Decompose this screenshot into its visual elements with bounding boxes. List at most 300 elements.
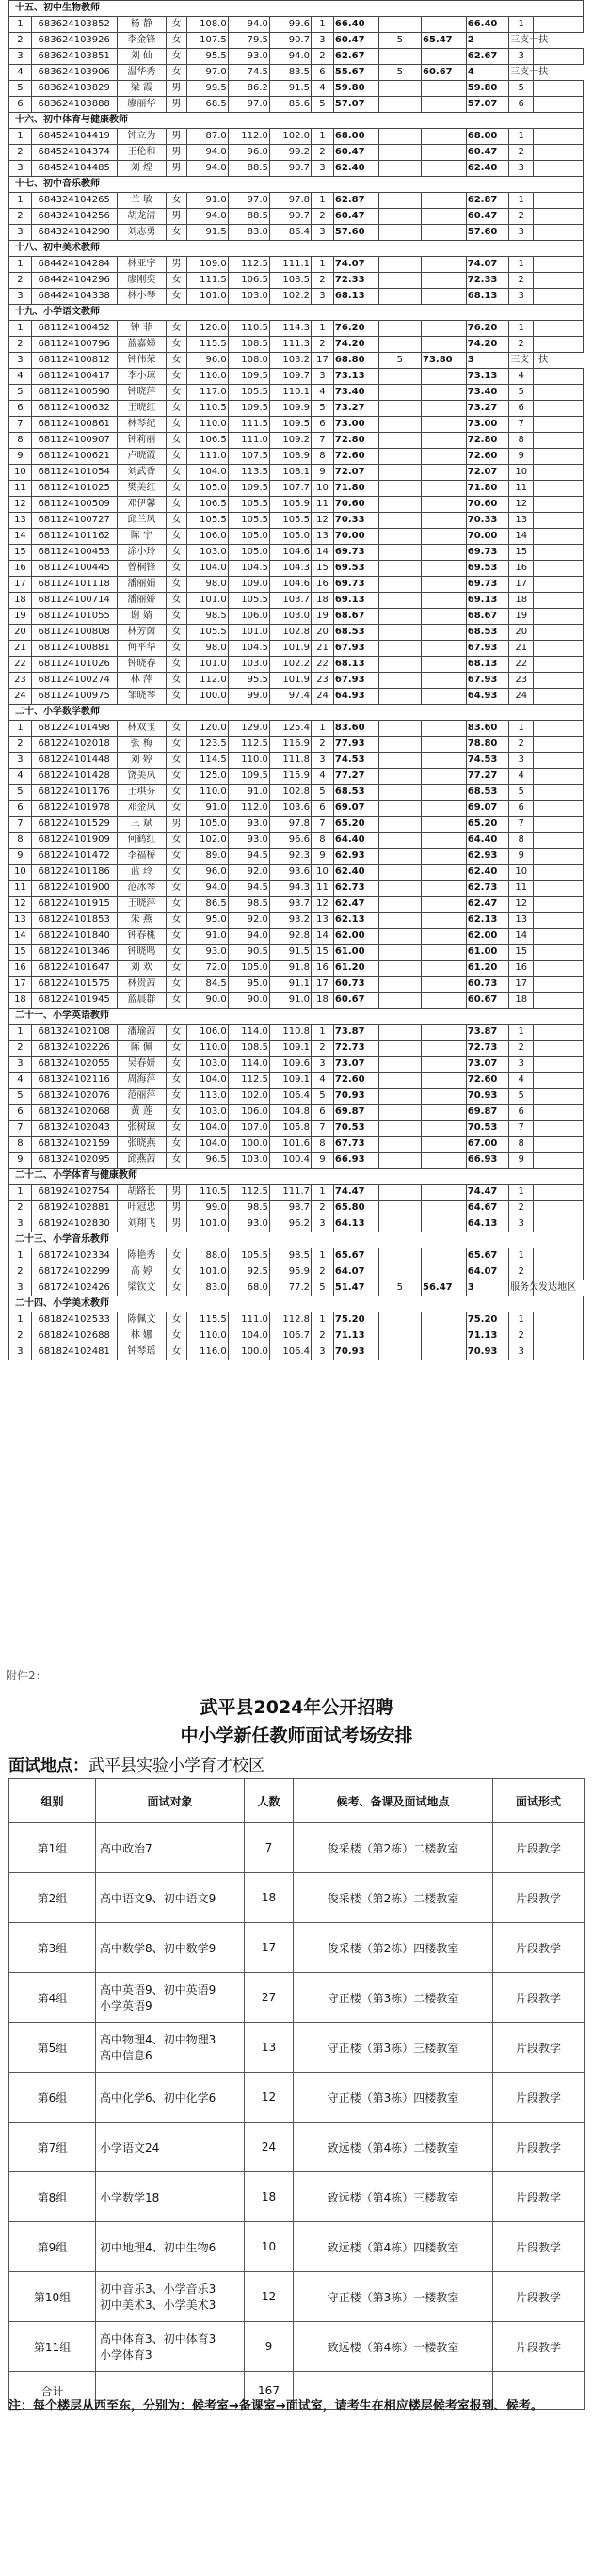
table-cell: 94.5 [228, 849, 269, 865]
arrangement-row [9, 1923, 585, 1973]
table-cell: 59.80 [466, 81, 508, 97]
table-cell: 女 [167, 1264, 186, 1280]
table-cell [422, 481, 467, 497]
table-cell [534, 945, 584, 961]
table-cell: 12 [312, 513, 334, 529]
location-value: 武平县实验小学育才校区 [88, 1757, 264, 1775]
table-cell: 7 [9, 417, 32, 433]
table-cell: 21 [9, 641, 32, 657]
table-cell: 55.67 [333, 65, 378, 81]
table-cell: 林双玉 [117, 721, 167, 737]
table-cell: 11 [9, 481, 32, 497]
table-cell [534, 289, 584, 305]
table-cell: 女 [167, 721, 186, 737]
table-row [9, 369, 584, 385]
table-cell: 101.0 [186, 1216, 228, 1232]
table-cell: 女 [167, 1089, 186, 1105]
table-cell: 72.60 [333, 1073, 378, 1089]
table-row [9, 673, 584, 689]
table-cell [422, 1153, 467, 1169]
table-cell: 11 [509, 481, 534, 497]
table-cell: 男 [167, 257, 186, 273]
table-cell [378, 977, 421, 993]
table-cell: 范丽萍 [117, 1089, 167, 1105]
table-cell: 周海萍 [117, 1073, 167, 1089]
table-cell: 109.9 [269, 401, 311, 417]
table-cell: 1 [509, 1312, 534, 1328]
table-cell [378, 145, 421, 161]
table-cell: 2 [312, 1328, 334, 1344]
arrangement-cell: 第11组 [9, 2322, 96, 2372]
table-cell: 70.00 [466, 529, 508, 545]
table-cell [378, 433, 421, 449]
table-cell [422, 1073, 467, 1089]
table-cell: 70.93 [333, 1089, 378, 1105]
section-title: 十八、初中美术教师 [9, 241, 584, 257]
table-cell: 73.13 [466, 369, 508, 385]
arrangement-row [9, 2123, 585, 2172]
table-cell: 69.73 [333, 577, 378, 593]
table-cell: 110.5 [186, 1185, 228, 1201]
table-cell: 110.5 [186, 401, 228, 417]
table-cell: 681324102068 [31, 1105, 117, 1121]
table-cell: 91.5 [186, 225, 228, 241]
arrangement-cell: 初中音乐3、小学音乐3 初中美术3、小学美术3 [96, 2272, 245, 2322]
table-cell: 20 [312, 625, 334, 641]
table-cell: 681224101915 [31, 897, 117, 913]
table-cell: 112.8 [269, 1312, 311, 1328]
table-cell: 2 [9, 1041, 32, 1057]
table-cell: 68.67 [466, 609, 508, 625]
table-cell: 2 [312, 1201, 334, 1216]
table-cell: 62.73 [333, 881, 378, 897]
table-cell [534, 17, 584, 33]
table-row [9, 577, 584, 593]
table-cell [422, 1328, 467, 1344]
table-cell [422, 593, 467, 609]
table-cell: 女 [167, 849, 186, 865]
table-cell: 女 [167, 1025, 186, 1041]
table-cell: 56.47 [422, 1280, 467, 1296]
table-cell: 681224101575 [31, 977, 117, 993]
table-cell: 70.60 [333, 497, 378, 513]
table-cell: 123.5 [186, 737, 228, 753]
table-cell: 125.0 [186, 769, 228, 785]
table-cell [534, 337, 584, 353]
table-cell [534, 1264, 584, 1280]
table-row [9, 721, 584, 737]
table-cell: 101.9 [269, 641, 311, 657]
table-cell [378, 97, 421, 113]
table-row [9, 1121, 584, 1137]
table-cell: 1 [312, 321, 334, 337]
table-cell: 109.5 [228, 769, 269, 785]
table-cell: 2 [509, 337, 534, 353]
table-cell [422, 913, 467, 929]
table-cell: 3 [312, 1057, 334, 1073]
table-cell [378, 1216, 421, 1232]
table-cell: 62.47 [333, 897, 378, 913]
table-row [9, 97, 584, 113]
table-cell: 103.0 [228, 657, 269, 673]
table-row [9, 481, 584, 497]
table-cell: 103.0 [186, 1105, 228, 1121]
table-cell: 88.5 [228, 161, 269, 177]
table-cell: 男 [167, 81, 186, 97]
table-cell: 曾桐锋 [117, 561, 167, 577]
table-cell: 女 [167, 737, 186, 753]
arrangement-cell: 9 [245, 2322, 294, 2372]
table-cell: 3 [9, 353, 32, 369]
arrangement-cell: 27 [245, 1973, 294, 2023]
table-cell: 60.73 [466, 977, 508, 993]
table-cell [422, 737, 467, 753]
table-row [9, 433, 584, 449]
table-cell: 111.5 [186, 273, 228, 289]
table-cell: 681324102043 [31, 1121, 117, 1137]
table-cell: 681224101346 [31, 945, 117, 961]
table-cell [534, 833, 584, 849]
table-cell [422, 977, 467, 993]
table-row [9, 161, 584, 177]
table-cell: 85.6 [269, 97, 311, 113]
header-cell: 候考、备课及面试地点 [294, 1779, 493, 1823]
table-cell [534, 753, 584, 769]
table-cell: 王晓红 [117, 401, 167, 417]
table-cell [534, 769, 584, 785]
table-cell: 11 [312, 881, 334, 897]
table-row [9, 145, 584, 161]
table-cell: 1 [509, 1025, 534, 1041]
table-cell: 684424104338 [31, 289, 117, 305]
table-cell [378, 961, 421, 977]
table-cell [422, 513, 467, 529]
table-cell [378, 801, 421, 817]
table-cell: 8 [312, 449, 334, 465]
table-cell: 24 [9, 689, 32, 705]
table-cell: 110.8 [269, 1025, 311, 1041]
table-cell: 廖刚奕 [117, 273, 167, 289]
table-cell: 女 [167, 385, 186, 401]
table-cell: 1 [9, 321, 32, 337]
table-cell: 1 [312, 129, 334, 145]
table-cell: 12 [509, 497, 534, 513]
table-cell: 王伦和 [117, 145, 167, 161]
table-cell: 73.00 [333, 417, 378, 433]
table-cell: 60.47 [466, 145, 508, 161]
table-cell: 116.9 [269, 737, 311, 753]
arrangement-cell: 18 [245, 2172, 294, 2222]
arrangement-cell: 第8组 [9, 2172, 96, 2222]
table-cell: 3 [312, 1344, 334, 1360]
table-cell: 蓝 玲 [117, 865, 167, 881]
section-header-row [9, 1, 584, 17]
table-cell [378, 225, 421, 241]
table-cell [378, 193, 421, 209]
table-cell: 113.0 [186, 1089, 228, 1105]
table-cell: 93.0 [186, 945, 228, 961]
table-cell [378, 785, 421, 801]
table-cell [422, 769, 467, 785]
table-cell: 62.40 [466, 865, 508, 881]
table-cell: 1 [9, 257, 32, 273]
table-cell: 女 [167, 865, 186, 881]
table-cell: 91.0 [186, 929, 228, 945]
table-cell: 65.80 [333, 1201, 378, 1216]
table-cell: 4 [312, 81, 334, 97]
table-cell [378, 289, 421, 305]
table-cell [534, 913, 584, 929]
table-cell: 83.60 [466, 721, 508, 737]
arrangement-cell: 24 [245, 2123, 294, 2172]
table-cell: 110.5 [228, 321, 269, 337]
table-cell [534, 193, 584, 209]
table-cell: 2 [9, 273, 32, 289]
table-cell [422, 897, 467, 913]
table-row [9, 1248, 584, 1264]
table-cell: 108.9 [269, 449, 311, 465]
table-cell: 女 [167, 481, 186, 497]
table-cell [534, 481, 584, 497]
table-cell: 女 [167, 33, 186, 49]
table-cell: 胡龙清 [117, 209, 167, 225]
table-cell: 24 [312, 689, 334, 705]
table-cell: 1 [509, 193, 534, 209]
table-cell: 102.0 [186, 833, 228, 849]
table-cell: 5 [509, 385, 534, 401]
table-cell: 100.0 [228, 1344, 269, 1360]
table-cell: 96.0 [186, 353, 228, 369]
table-row [9, 961, 584, 977]
table-cell: 6 [509, 401, 534, 417]
table-cell [422, 1089, 467, 1105]
table-cell [534, 1121, 584, 1137]
table-cell: 681924102754 [31, 1185, 117, 1201]
table-cell [534, 609, 584, 625]
table-cell: 兰 敏 [117, 193, 167, 209]
table-cell: 65.67 [466, 1248, 508, 1264]
section-header-row [9, 1296, 584, 1312]
table-cell: 70.33 [466, 513, 508, 529]
table-cell [422, 801, 467, 817]
table-cell: 1 [312, 17, 334, 33]
table-cell: 8 [312, 833, 334, 849]
table-cell: 68.53 [333, 625, 378, 641]
table-cell: 108.1 [269, 465, 311, 481]
table-cell: 刘 婷 [117, 753, 167, 769]
table-cell: 邱燕茜 [117, 1153, 167, 1169]
table-cell: 75.20 [333, 1312, 378, 1328]
table-cell: 95.0 [186, 913, 228, 929]
arrangement-cell: 17 [245, 1923, 294, 1973]
table-cell: 102.2 [269, 289, 311, 305]
table-cell: 女 [167, 753, 186, 769]
total-label: 合计 [9, 2372, 96, 2410]
table-cell: 105.5 [228, 497, 269, 513]
table-cell [422, 561, 467, 577]
table-cell [534, 1328, 584, 1344]
table-cell [378, 929, 421, 945]
arrangement-row [9, 1873, 585, 1923]
table-cell: 2 [509, 209, 534, 225]
table-cell [422, 465, 467, 481]
table-cell: 5 [378, 65, 421, 81]
table-cell: 681224102018 [31, 737, 117, 753]
table-cell: 蓝晨群 [117, 993, 167, 1009]
table-cell: 106.0 [228, 609, 269, 625]
table-cell [378, 1264, 421, 1280]
table-cell: 106.0 [228, 1105, 269, 1121]
table-cell: 13 [509, 513, 534, 529]
section-header-row [9, 113, 584, 129]
table-cell: 7 [312, 817, 334, 833]
table-cell: 4 [9, 1073, 32, 1089]
table-cell: 1 [509, 1185, 534, 1201]
table-cell: 钟 菲 [117, 321, 167, 337]
table-row [9, 561, 584, 577]
table-cell: 女 [167, 1121, 186, 1137]
table-cell: 62.40 [333, 161, 378, 177]
table-cell: 60.47 [466, 209, 508, 225]
table-cell: 111.0 [228, 433, 269, 449]
table-cell: 101.6 [269, 1137, 311, 1153]
table-cell: 68.00 [466, 129, 508, 145]
table-cell: 94.0 [186, 145, 228, 161]
table-cell: 94.0 [228, 929, 269, 945]
table-cell: 何鹤红 [117, 833, 167, 849]
table-cell: 92.0 [228, 913, 269, 929]
table-cell [534, 577, 584, 593]
table-cell: 684524104374 [31, 145, 117, 161]
table-cell [534, 161, 584, 177]
arrangement-cell: 守正楼（第3栋）二楼教室 [294, 1973, 493, 2023]
table-cell: 68.67 [333, 609, 378, 625]
table-cell: 107.5 [228, 449, 269, 465]
table-cell: 105.0 [228, 545, 269, 561]
table-cell: 3 [509, 225, 534, 241]
table-cell: 681324102055 [31, 1057, 117, 1073]
table-cell: 62.93 [466, 849, 508, 865]
table-row [9, 417, 584, 433]
table-cell: 高 婷 [117, 1264, 167, 1280]
table-cell: 69.87 [333, 1105, 378, 1121]
table-cell: 16 [9, 961, 32, 977]
table-cell [378, 449, 421, 465]
table-cell: 13 [312, 529, 334, 545]
table-cell [534, 433, 584, 449]
table-cell: 105.5 [228, 593, 269, 609]
table-cell [378, 593, 421, 609]
table-cell: 70.93 [333, 1344, 378, 1360]
arrangement-cell: 小学语文24 [96, 2123, 245, 2172]
table-cell: 106.5 [228, 273, 269, 289]
table-cell [378, 833, 421, 849]
table-cell: 96.2 [269, 1216, 311, 1232]
table-cell: 8 [9, 433, 32, 449]
arrangement-cell: 片段教学 [493, 1873, 585, 1923]
table-cell: 681124100453 [31, 545, 117, 561]
table-cell: 女 [167, 1280, 186, 1296]
table-cell: 69.13 [333, 593, 378, 609]
table-cell: 2 [9, 1328, 32, 1344]
table-cell: 1 [9, 17, 32, 33]
table-cell: 14 [312, 545, 334, 561]
table-cell: 92.0 [228, 865, 269, 881]
table-cell: 71.13 [466, 1328, 508, 1344]
table-cell: 61.00 [466, 945, 508, 961]
arrangement-row [9, 2172, 585, 2222]
table-cell: 10 [509, 465, 534, 481]
table-row [9, 529, 584, 545]
table-cell: 72.60 [466, 449, 508, 465]
table-cell: 8 [509, 833, 534, 849]
table-cell: 刘武香 [117, 465, 167, 481]
table-cell: 1 [312, 1185, 334, 1201]
table-cell: 86.5 [186, 897, 228, 913]
table-cell: 女 [167, 1105, 186, 1121]
table-cell: 86.4 [269, 225, 311, 241]
table-cell: 5 [378, 33, 421, 49]
table-cell: 钟晓春 [117, 657, 167, 673]
table-cell [534, 1216, 584, 1232]
section-header-row [9, 1169, 584, 1185]
table-cell: 15 [312, 945, 334, 961]
table-cell: 96.0 [228, 145, 269, 161]
table-row [9, 833, 584, 849]
table-cell: 3 [9, 289, 32, 305]
table-cell: 94.0 [186, 881, 228, 897]
table-cell [378, 625, 421, 641]
table-cell: 胡路长 [117, 1185, 167, 1201]
table-cell: 101.9 [269, 673, 311, 689]
table-cell: 96.0 [186, 865, 228, 881]
table-cell: 90.5 [228, 945, 269, 961]
table-cell: 18 [312, 593, 334, 609]
table-row [9, 801, 584, 817]
table-cell: 林 萍 [117, 673, 167, 689]
table-cell: 94.0 [186, 161, 228, 177]
table-cell: 112.0 [186, 673, 228, 689]
table-cell: 16 [509, 561, 534, 577]
table-cell: 女 [167, 17, 186, 33]
table-cell: 87.0 [186, 129, 228, 145]
arrangement-cell: 守正楼（第3栋）四楼教室 [294, 2073, 493, 2123]
table-cell: 71.80 [333, 481, 378, 497]
table-cell [422, 97, 467, 113]
table-cell: 92.5 [228, 1264, 269, 1280]
section-header-row [9, 1232, 584, 1248]
table-row [9, 225, 584, 241]
table-cell: 张 梅 [117, 737, 167, 753]
table-cell: 2 [312, 145, 334, 161]
section-header-row [9, 305, 584, 321]
table-cell: 17 [312, 977, 334, 993]
table-cell [534, 129, 584, 145]
table-cell: 93.7 [269, 897, 311, 913]
table-cell: 5 [9, 785, 32, 801]
table-cell: 陈 佩 [117, 1041, 167, 1057]
table-cell [422, 1137, 467, 1153]
table-cell: 女 [167, 369, 186, 385]
total-value: 167 [245, 2372, 294, 2410]
table-cell: 70.93 [466, 1089, 508, 1105]
table-cell: 张晓燕 [117, 1137, 167, 1153]
section-header-row [9, 177, 584, 193]
table-row [9, 593, 584, 609]
table-cell: 110.0 [186, 417, 228, 433]
table-cell: 96.5 [186, 1153, 228, 1169]
table-row [9, 465, 584, 481]
